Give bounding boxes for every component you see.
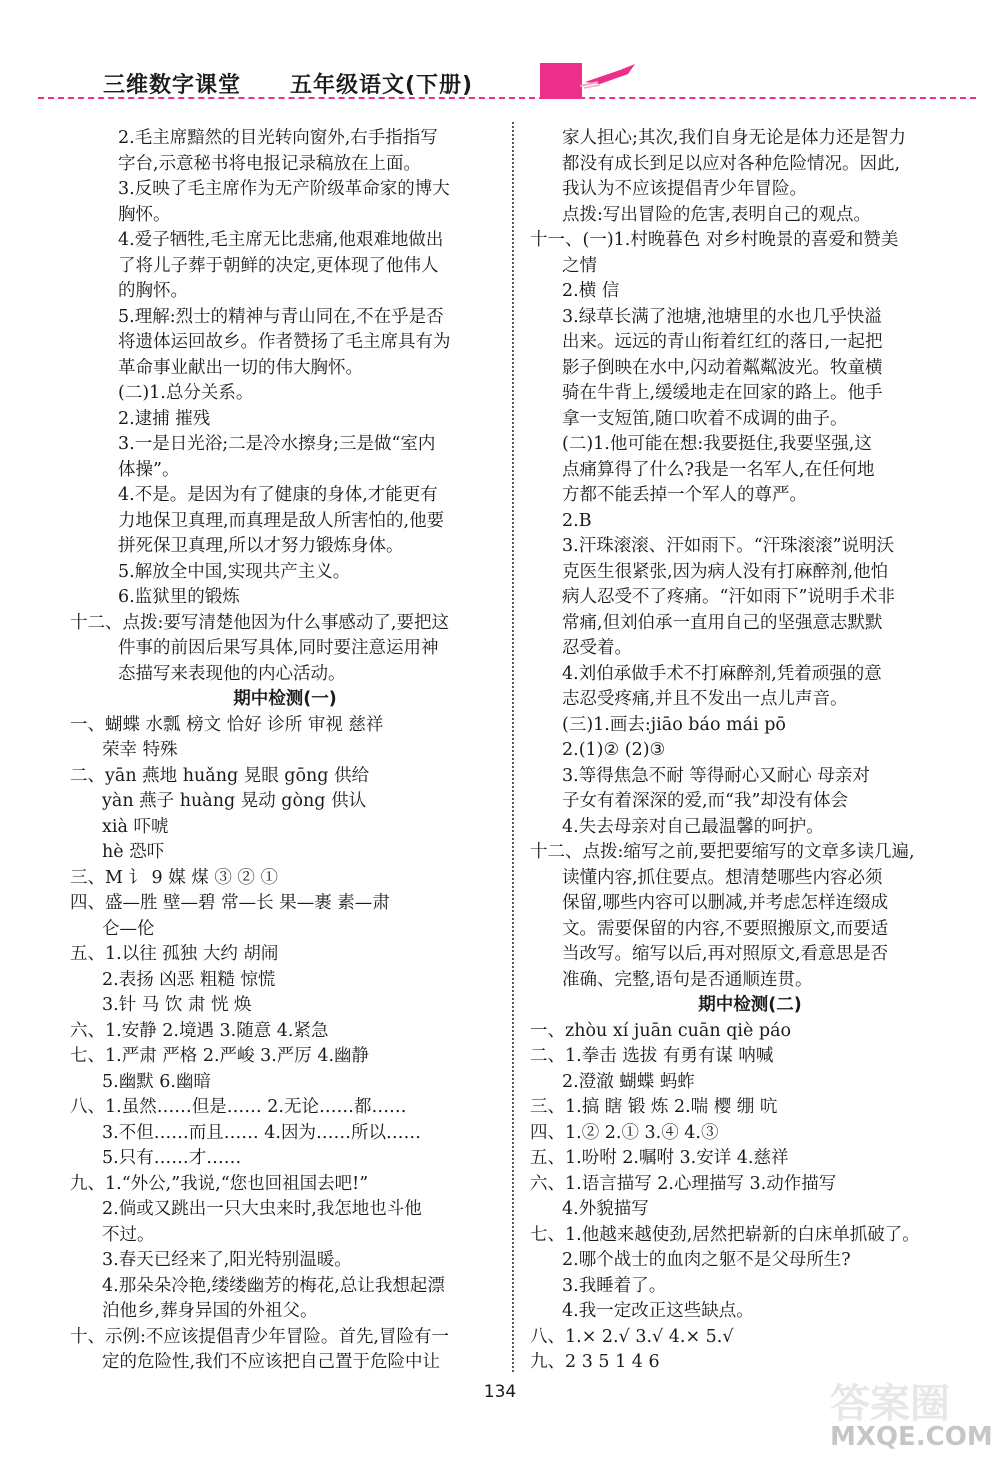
answer-line: 2.(1)② (2)③ bbox=[562, 740, 666, 760]
answer-line: 四、盛—胜 壁—碧 常—长 果—裹 素—肃 bbox=[70, 893, 390, 913]
answer-line: 当改写。缩写以后,再对照原文,看意思是否 bbox=[562, 944, 889, 964]
answer-line: 骑在牛背上,缓缓地走在回家的路上。他手 bbox=[562, 383, 883, 403]
answer-line: 泊他乡,葬身异国的外祖父。 bbox=[102, 1301, 318, 1321]
answer-line: (二)1.他可能在想:我要挺住,我要坚强,这 bbox=[562, 434, 872, 454]
answer-line: 病人忍受不了疼痛。“汗如雨下”说明手术非 bbox=[562, 587, 895, 607]
answer-line: hè 恐吓 bbox=[102, 842, 165, 862]
answer-line: 之情 bbox=[562, 255, 597, 276]
answer-line: 七、1.他越来越使劲,居然把崭新的白床单抓破了。 bbox=[530, 1224, 920, 1245]
answer-line: 家人担心;其次,我们自身无论是体力还是智力 bbox=[562, 128, 906, 148]
answer-line: 子女有着深深的爱,而“我”却没有体会 bbox=[562, 791, 848, 811]
answer-line: 一、zhòu xí juān cuān qiè páo bbox=[530, 1020, 792, 1041]
answer-line: 二、1.拳击 选拔 有勇有谋 呐喊 bbox=[530, 1046, 774, 1066]
answer-line: 六、1.语言描写 2.心理描写 3.动作描写 bbox=[530, 1173, 837, 1194]
answer-line: 保留,哪些内容可以删减,并考虑怎样连缀成 bbox=[562, 893, 889, 913]
answer-line: 五、1.吩咐 2.嘱咐 3.安详 4.慈祥 bbox=[530, 1148, 789, 1168]
answer-line: 3.汗珠滚滚、汗如雨下。“汗珠滚滚”说明沃 bbox=[562, 536, 895, 556]
answer-line: 字台,示意秘书将电报记录稿放在上面。 bbox=[118, 153, 422, 174]
answer-line: 出来。远远的青山衔着红红的落日,一起把 bbox=[562, 332, 883, 352]
book-title: 五年级语文(下册) bbox=[290, 73, 474, 98]
answer-line: 二、yān 燕地 huǎng 晃眼 gōng 供给 bbox=[70, 765, 370, 786]
watermark-text: MXQE.COM bbox=[830, 1422, 993, 1452]
answer-line: 点拨:写出冒险的危害,表明自己的观点。 bbox=[562, 204, 871, 225]
column-separator bbox=[512, 122, 514, 1372]
answer-line: 五、1.以往 孤独 大约 胡闹 bbox=[70, 944, 279, 964]
answer-line: 4.爱子牺牲,毛主席无比悲痛,他艰难地做出 bbox=[118, 230, 444, 250]
section-heading: 期中检测(一) bbox=[233, 689, 337, 709]
answer-line: 5.解放全中国,实现共产主义。 bbox=[118, 561, 351, 582]
answer-line: 九、1.“外公,”我说,“您也回祖国去吧!” bbox=[70, 1173, 369, 1194]
answer-line: 2.澄澈 蝴蝶 蚂蚱 bbox=[562, 1071, 695, 1092]
answer-line: 六、1.安静 2.境遇 3.随意 4.紧急 bbox=[70, 1020, 329, 1041]
answer-line: xià 吓唬 bbox=[102, 816, 169, 837]
answer-line: 点痛算得了什么?我是一名军人,在任何地 bbox=[562, 459, 875, 480]
answer-line: 十、示例:不应该提倡青少年冒险。首先,冒险有一 bbox=[70, 1326, 449, 1347]
answer-line: 2.倘或又跳出一只大虫来时,我怎地也斗他 bbox=[102, 1199, 422, 1219]
answer-line: 2.表扬 凶恶 粗糙 惊慌 bbox=[102, 969, 276, 990]
answer-line: 忍受着。 bbox=[562, 638, 632, 658]
answer-line: 十一、(一)1.村晚暮色 对乡村晚景的喜爱和赞美 bbox=[530, 230, 899, 250]
page-number: 134 bbox=[483, 1382, 517, 1402]
answer-line: 影子倒映在水中,闪动着粼粼波光。牧童横 bbox=[562, 357, 883, 378]
answer-line: 3.不但……而且…… 4.因为……所以…… bbox=[102, 1122, 421, 1143]
answer-line: 5.只有……才…… bbox=[102, 1148, 242, 1168]
answer-line: 2.横 信 bbox=[562, 281, 620, 301]
answer-line: 克医生很紧张,因为病人没有打麻醉剂,他怕 bbox=[562, 561, 889, 582]
answer-line: 2.毛主席黯然的目光转向窗外,右手指指写 bbox=[118, 128, 438, 148]
header-color-block bbox=[540, 63, 582, 99]
answer-line: 志忍受疼痛,并且不发出一点儿声音。 bbox=[562, 689, 848, 709]
watermark-logo-text: 答案圈 bbox=[830, 1381, 950, 1427]
answer-line: 三、1.搞 瞎 锻 炼 2.喘 樱 绷 吭 bbox=[530, 1097, 778, 1117]
answer-line: 七、1.严肃 严格 2.严峻 3.严厉 4.幽静 bbox=[70, 1046, 370, 1066]
answer-line: 都没有成长到足以应对各种危险情况。因此, bbox=[562, 153, 901, 174]
answer-line: 体操”。 bbox=[118, 459, 180, 480]
answer-line: 文。需要保留的内容,不要照搬原文,而要适 bbox=[562, 918, 889, 939]
answer-line: 八、1.虽然……但是…… 2.无论……都…… bbox=[70, 1097, 407, 1117]
answer-line: 2.B bbox=[562, 510, 592, 531]
page-header bbox=[0, 0, 1000, 105]
answer-line: 八、1.× 2.√ 3.√ 4.× 5.√ bbox=[530, 1326, 734, 1347]
answer-line: 3.我睡着了。 bbox=[562, 1275, 667, 1296]
series-title: 三维数字课堂 bbox=[103, 73, 242, 98]
answer-line: 3.绿草长满了池塘,池塘里的水也几乎快溢 bbox=[562, 306, 882, 327]
answer-line: 我认为不应该提倡青少年冒险。 bbox=[562, 179, 807, 199]
answer-line: 不过。 bbox=[102, 1224, 155, 1245]
answer-line: 4.外貌描写 bbox=[562, 1199, 649, 1219]
answer-line: 4.失去母亲对自己最温馨的呵护。 bbox=[562, 816, 824, 837]
answer-line: 荣幸 特殊 bbox=[102, 740, 178, 760]
answer-line: 2.哪个战士的血肉之躯不是父母所生? bbox=[562, 1250, 851, 1270]
answer-line: 胸怀。 bbox=[118, 204, 171, 225]
answer-line: (二)1.总分关系。 bbox=[118, 383, 254, 403]
answer-line: 态描写来表现他的内心活动。 bbox=[118, 663, 346, 684]
header-dashed-rule bbox=[38, 97, 976, 99]
answer-line: 拼死保卫真理,所以才努力锻炼身体。 bbox=[118, 536, 404, 556]
answer-line: 3.春天已经来了,阳光特别温暖。 bbox=[102, 1250, 352, 1270]
answer-line: 拿一支短笛,随口吹着不成调的曲子。 bbox=[562, 408, 848, 429]
section-heading: 期中检测(二) bbox=[698, 995, 802, 1015]
answer-line: 四、1.② 2.① 3.④ 4.③ bbox=[530, 1122, 719, 1143]
answer-line: 了将儿子葬于朝鲜的决定,更体现了他伟人 bbox=[118, 255, 439, 276]
answer-line: 仑—伦 bbox=[102, 918, 155, 939]
answer-line: (三)1.画去:jiāo báo mái pō bbox=[562, 714, 786, 735]
answer-line: 常痛,但刘伯承一直用自己的坚强意志默默 bbox=[562, 612, 883, 633]
answer-line: 4.我一定改正这些缺点。 bbox=[562, 1301, 754, 1321]
answer-line: 2.逮捕 摧残 bbox=[118, 408, 211, 429]
right-column bbox=[530, 126, 970, 1376]
answer-line: 3.等得焦急不耐 等得耐心又耐心 母亲对 bbox=[562, 765, 870, 786]
answer-line: 4.不是。是因为有了健康的身体,才能更有 bbox=[118, 485, 438, 505]
answer-line: 读懂内容,抓住要点。想清楚哪些内容必须 bbox=[562, 867, 883, 888]
answer-line: 方都不能丢掉一个军人的尊严。 bbox=[562, 485, 807, 505]
answer-line: 6.监狱里的锻炼 bbox=[118, 587, 240, 607]
answer-line: 将遗体运回故乡。作者赞扬了毛主席具有为 bbox=[118, 332, 451, 352]
answer-line: 3.针 马 饮 肃 恍 焕 bbox=[102, 995, 252, 1015]
answer-line: 一、蝴蝶 水瓢 榜文 恰好 诊所 审视 慈祥 bbox=[70, 714, 384, 735]
answer-line: 十二、点拨:要写清楚他因为什么事感动了,要把这 bbox=[70, 612, 449, 633]
rocket-icon bbox=[580, 60, 640, 90]
answer-line: 准确、完整,语句是否通顺连贯。 bbox=[562, 969, 813, 990]
answer-line: 3.反映了毛主席作为无产阶级革命家的博大 bbox=[118, 179, 450, 199]
answer-line: 的胸怀。 bbox=[118, 281, 188, 301]
left-column bbox=[70, 126, 500, 1376]
answer-line: 定的危险性,我们不应该把自己置于危险中让 bbox=[102, 1352, 441, 1372]
answer-line: 4.刘伯承做手术不打麻醉剂,凭着顽强的意 bbox=[562, 663, 882, 684]
answer-line: 3.一是日光浴;二是冷水擦身;三是做“室内 bbox=[118, 434, 436, 454]
answer-line: 力地保卫真理,而真理是敌人所害怕的,他要 bbox=[118, 510, 445, 531]
answer-line: 5.理解:烈士的精神与青山同在,不在乎是否 bbox=[118, 306, 444, 327]
answer-line: 十二、点拨:缩写之前,要把要缩写的文章多读几遍, bbox=[530, 842, 915, 862]
answer-line: 5.幽默 6.幽暗 bbox=[102, 1071, 211, 1092]
answer-line: 4.那朵朵冷艳,缕缕幽芳的梅花,总让我想起漂 bbox=[102, 1275, 445, 1296]
answer-line: yàn 燕子 huàng 晃动 gòng 供认 bbox=[102, 791, 367, 811]
answer-line: 九、2 3 5 1 4 6 bbox=[530, 1352, 660, 1372]
answer-line: 三、M 讠 9 媒 煤 ③ ② ① bbox=[70, 867, 278, 888]
answer-line: 革命事业献出一切的伟大胸怀。 bbox=[118, 357, 363, 378]
answer-line: 件事的前因后果写具体,同时要注意运用神 bbox=[118, 638, 439, 658]
